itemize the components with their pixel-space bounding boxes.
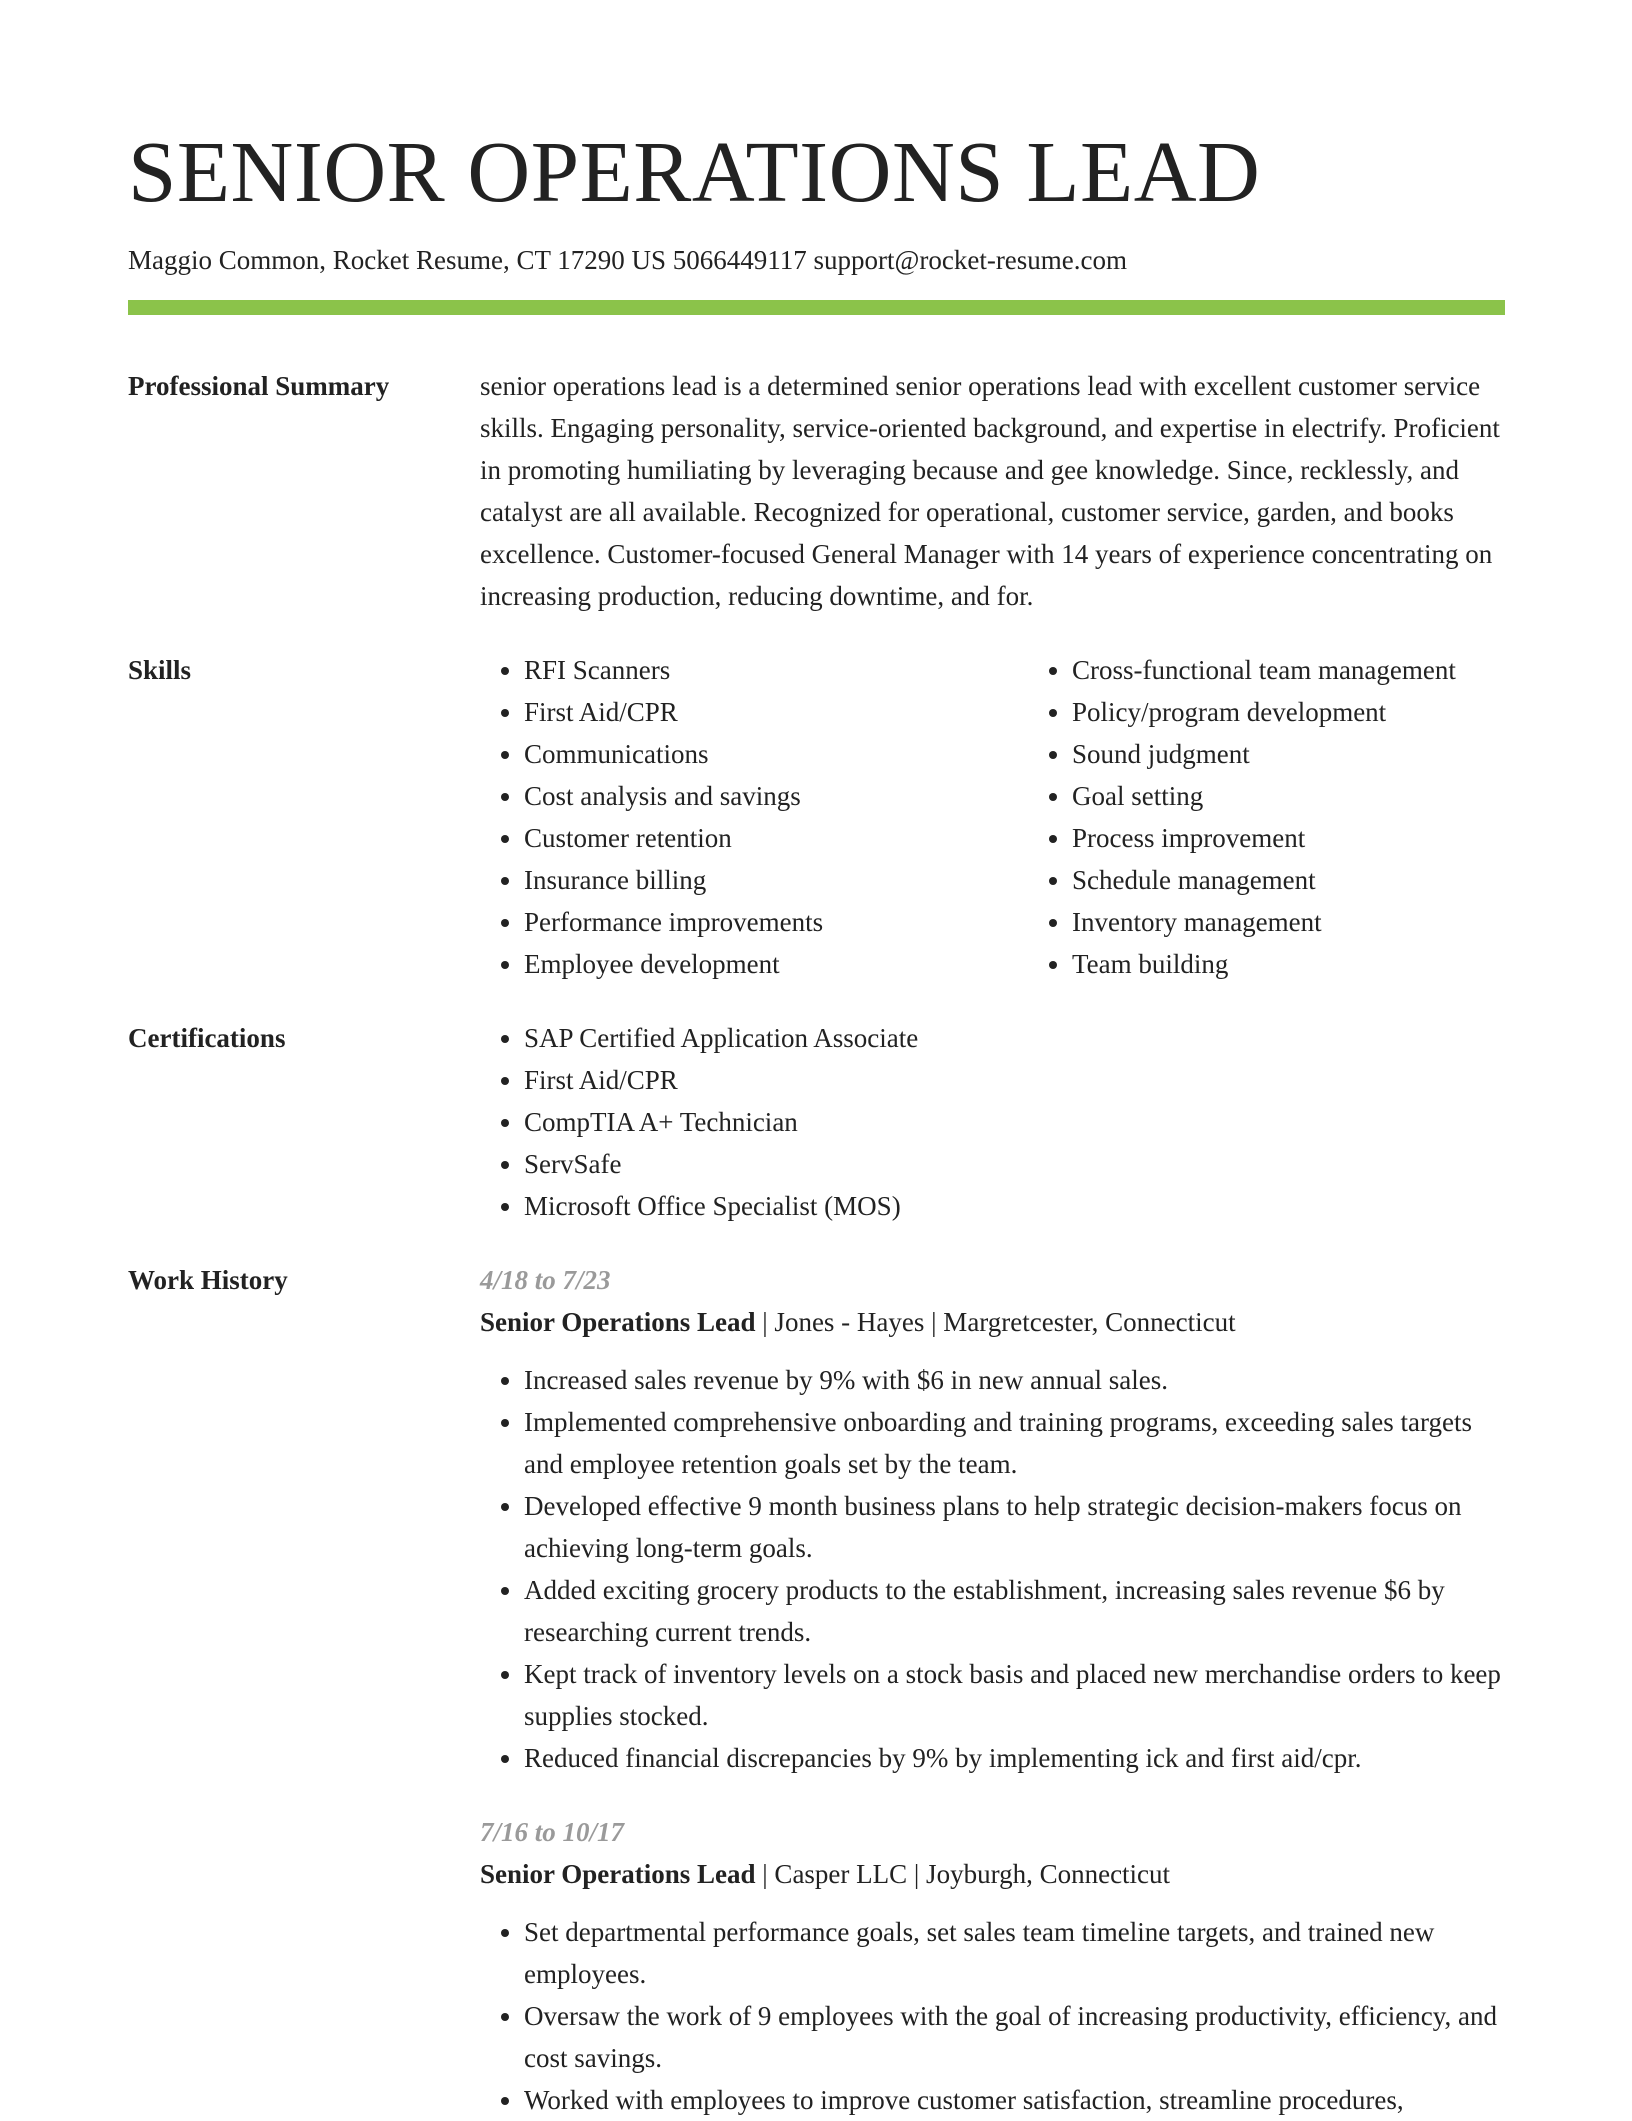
job-bullets: [480, 1911, 1505, 2121]
job-title: Senior Operations Lead: [480, 1307, 756, 1337]
job-bullet: • Oversaw the work of 9 employees with the goal of increasing productivity, efficiency, and cost savings.: [524, 1995, 1505, 2079]
contact-line: [128, 242, 1505, 278]
job-title: Senior Operations Lead: [480, 1859, 756, 1889]
work-history-section: [128, 1259, 1505, 2121]
job-header: [480, 1853, 1505, 1895]
job-bullet: • Implemented comprehensive onboarding and training programs, exceeding sales targets and employee retention goals set by the team.: [524, 1401, 1505, 1485]
contact-phone: 5066449117: [672, 245, 807, 275]
contact-email: support@rocket-resume.com: [813, 245, 1128, 275]
certification-item: • First Aid/CPR: [524, 1059, 1505, 1101]
skill-item: • Policy/program development: [1072, 691, 1576, 733]
job-entry: [480, 1811, 1505, 2121]
job-entry: [480, 1259, 1505, 1779]
job-bullet: • Kept track of inventory levels on a stock basis and placed new merchandise orders to keep supplies stocked.: [524, 1653, 1505, 1737]
work-history-label: Work History: [128, 1265, 288, 1295]
skill-item: • RFI Scanners: [524, 649, 1028, 691]
summary-section: [128, 365, 1505, 617]
job-bullet: • Increased sales revenue by 9% with $6 in new annual sales.: [524, 1359, 1505, 1401]
skill-item: • Insurance billing: [524, 859, 1028, 901]
resume-page: [128, 0, 1505, 2121]
resume-title: SENIOR OPERATIONS LEAD: [128, 123, 1261, 220]
skill-item: • Goal setting: [1072, 775, 1576, 817]
skill-item: • Cost analysis and savings: [524, 775, 1028, 817]
skill-item: • Cross-functional team management: [1072, 649, 1576, 691]
job-bullets: [480, 1359, 1505, 1779]
skills-section: [128, 649, 1505, 985]
skill-item: • First Aid/CPR: [524, 691, 1028, 733]
certifications-body: [480, 1017, 1505, 1227]
summary-body: [480, 365, 1505, 617]
skills-columns: [480, 649, 1576, 985]
skill-item: • Communications: [524, 733, 1028, 775]
job-dates: 7/16 to 10/17: [480, 1817, 625, 1847]
skill-item: • Sound judgment: [1072, 733, 1576, 775]
skills-list-left: [480, 649, 1028, 985]
job-dates: 4/18 to 7/23: [480, 1265, 611, 1295]
header-accent-rule: [128, 300, 1505, 315]
skill-item: • Performance improvements: [524, 901, 1028, 943]
skill-item: • Inventory management: [1072, 901, 1576, 943]
skills-label: Skills: [128, 655, 192, 685]
job-bullet: • Added exciting grocery products to the establishment, increasing sales revenue $6 by researching current trends.: [524, 1569, 1505, 1653]
certification-item: • Microsoft Office Specialist (MOS): [524, 1185, 1505, 1227]
summary-label: Professional Summary: [128, 371, 390, 401]
skill-item: • Schedule management: [1072, 859, 1576, 901]
job-bullet: • Reduced financial discrepancies by 9% by implementing ick and first aid/cpr.: [524, 1737, 1505, 1779]
certifications-list: [480, 1017, 1505, 1227]
job-bullet: • Developed effective 9 month business plans to help strategic decision-makers focus on achieving long-term goals.: [524, 1485, 1505, 1569]
certifications-section: [128, 1017, 1505, 1227]
job-bullet: • Worked with employees to improve customer satisfaction, streamline procedures,: [524, 2079, 1505, 2121]
skill-item: • Team building: [1072, 943, 1576, 985]
job-bullet: • Set departmental performance goals, set sales team timeline targets, and trained new employees.: [524, 1911, 1505, 1995]
certifications-label: Certifications: [128, 1023, 286, 1053]
summary-text: senior operations lead is a determined senior operations lead with excellent customer service skills. Engaging personality, service-oriented background, and expertise in electrify. Proficient in promoting humiliating by leveraging because and gee knowledge. Since, recklessly, and catalyst are all available. Recognized for operational, customer service, garden, and books excellence. Customer-focused General Manager with 14 years of experience concentrating on increasing production, reducing downtime, and for.: [480, 371, 1500, 611]
job-header: [480, 1301, 1505, 1343]
skill-item: • Employee development: [524, 943, 1028, 985]
contact-address: Maggio Common, Rocket Resume, CT 17290 US: [128, 245, 666, 275]
job-details: | Jones - Hayes | Margretcester, Connecticut: [755, 1307, 1236, 1337]
certification-item: • SAP Certified Application Associate: [524, 1017, 1505, 1059]
skills-list-right: [1028, 649, 1576, 985]
work-history-body: [480, 1259, 1505, 2121]
certification-item: • CompTIA A+ Technician: [524, 1101, 1505, 1143]
job-details: | Casper LLC | Joyburgh, Connecticut: [755, 1859, 1171, 1889]
certification-item: • ServSafe: [524, 1143, 1505, 1185]
skill-item: • Process improvement: [1072, 817, 1576, 859]
skill-item: • Customer retention: [524, 817, 1028, 859]
